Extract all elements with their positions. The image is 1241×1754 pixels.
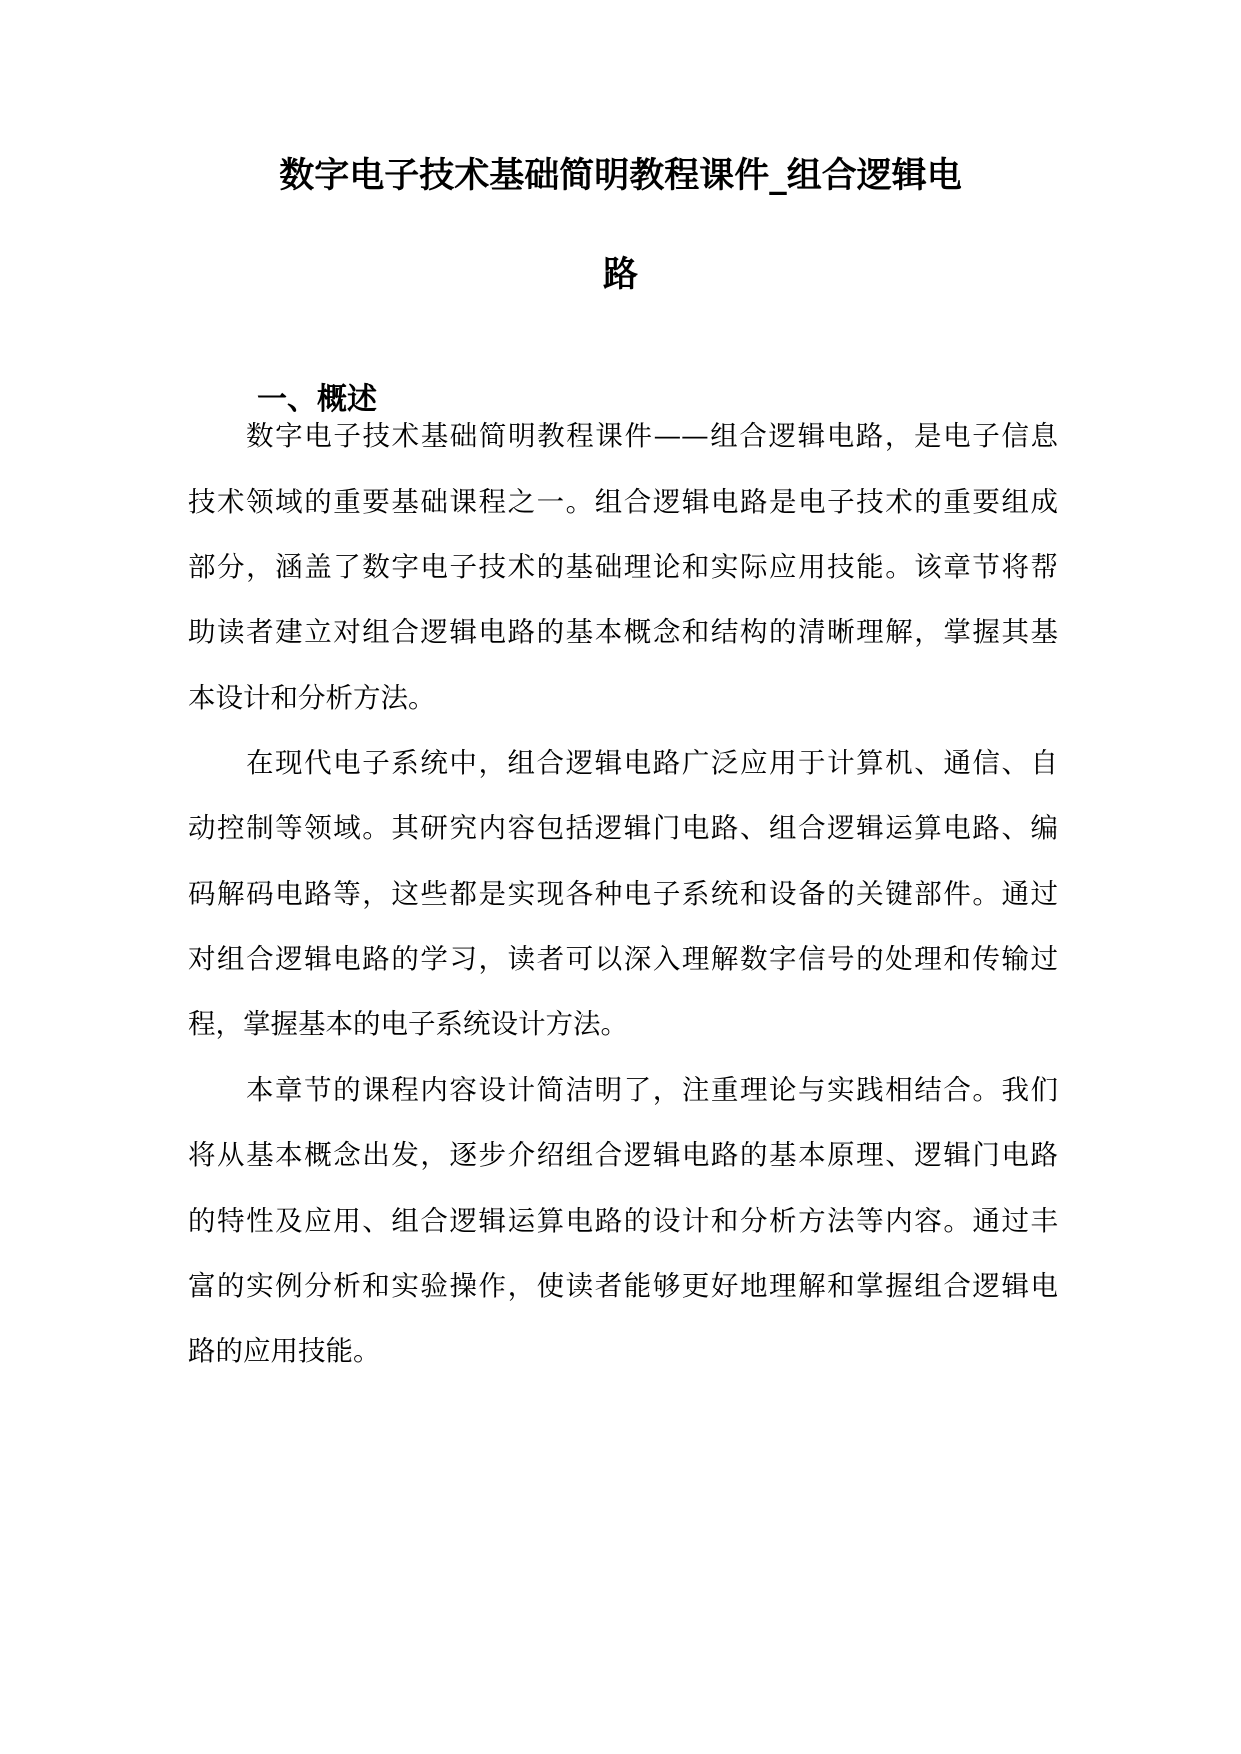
paragraph-3-line-3: 的特性及应用、组合逻辑运算电路的设计和分析方法等内容。通过丰 xyxy=(188,1205,1058,1237)
document-title-line-1: 数字电子技术基础简明教程课件_组合逻辑电 xyxy=(279,156,962,196)
paragraph-1-line-2: 技术领域的重要基础课程之一。组合逻辑电路是电子技术的重要组成 xyxy=(188,486,1058,518)
section-heading: 一、概述 xyxy=(257,382,377,417)
paragraph-2-line-5: 程，掌握基本的电子系统设计方法。 xyxy=(188,1008,628,1040)
paragraph-2-line-1: 在现代电子系统中，组合逻辑电路广泛应用于计算机、通信、自 xyxy=(246,747,1058,779)
paragraph-1-line-4: 助读者建立对组合逻辑电路的基本概念和结构的清晰理解，掌握其基 xyxy=(188,616,1058,648)
paragraph-3-line-4: 富的实例分析和实验操作，使读者能够更好地理解和掌握组合逻辑电 xyxy=(188,1270,1058,1302)
paragraph-3-line-5: 路的应用技能。 xyxy=(188,1335,381,1367)
paragraph-2-line-4: 对组合逻辑电路的学习，读者可以深入理解数字信号的处理和传输过 xyxy=(188,943,1058,975)
paragraph-3-line-2: 将从基本概念出发，逐步介绍组合逻辑电路的基本原理、逻辑门电路 xyxy=(188,1139,1058,1171)
paragraph-2-line-3: 码解码电路等，这些都是实现各种电子系统和设备的关键部件。通过 xyxy=(188,878,1058,910)
paragraph-1-line-1: 数字电子技术基础简明教程课件——组合逻辑电路，是电子信息 xyxy=(246,420,1058,452)
paragraph-2-line-2: 动控制等领域。其研究内容包括逻辑门电路、组合逻辑运算电路、编 xyxy=(188,812,1058,844)
paragraph-3-line-1: 本章节的课程内容设计简洁明了，注重理论与实践相结合。我们 xyxy=(246,1074,1058,1106)
paragraph-1-line-5: 本设计和分析方法。 xyxy=(188,682,436,714)
document-title-line-2: 路 xyxy=(602,255,638,295)
paragraph-1-line-3: 部分，涵盖了数字电子技术的基础理论和实际应用技能。该章节将帮 xyxy=(188,551,1058,583)
